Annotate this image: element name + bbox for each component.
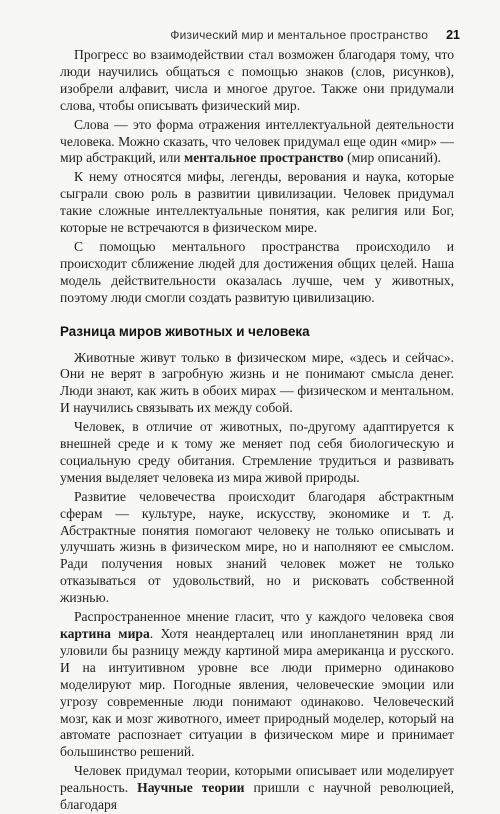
paragraph: С помощью ментального пространства происходило и происходит сближение людей для достижения общих целей. Наша модель действительности оказалась лучше, чем у животных, поэтому люди смогли создать развитую цивилизацию.: [60, 238, 454, 305]
text-run: Человек придумал теории, которыми описывает или моделирует реальность.: [60, 763, 454, 796]
bold-term: ментальное пространство: [183, 150, 344, 166]
paragraph: Человек, в отличие от животных, по-другому адаптируется к внешней среде и к тому же меняет под себя биологическую и социальную среду обитания. Стремление трудиться и развивать умения выделяет человека из мира живой природы.: [60, 419, 454, 485]
section-heading: Разница миров животных и человека: [60, 323, 310, 339]
text-run: Слова — это форма отражения интеллектуальной деятельности человека. Можно сказать, что человек придумал еще один «мир» — мир абстракций, или: [60, 116, 454, 166]
paragraph: [60, 117, 454, 168]
text-run: . Хотя неандерталец или инопланетянин вряд ли уловили бы разницу между картиной мира американца и русского. И на интуитивном уровне все люди примерно одинаково моделируют мир. Погодные явления, человеческие эмоции или угрозу современные люди понимают одинаково. Человеческий мозг, как и мозг животного, имеет природный моделер, который на автомате распознает ситуации в физическом мире и принимает большинство решений.: [60, 626, 454, 760]
paragraph: [60, 763, 454, 814]
chapter-title: Физический мир и ментальное пространство: [170, 28, 429, 42]
paragraph: Прогресс во взаимодействии стал возможен благодаря тому, что люди научились общаться с помощью знаков (слов, рисунков), изобрели алфавит, числа и многое другое. Также они придумали слова, чтобы описывать физический мир.: [60, 47, 454, 113]
text-run: (мир описаний).: [343, 150, 442, 166]
paragraph: [60, 609, 454, 761]
page-body: [60, 47, 454, 814]
paragraph: Животные живут только в физическом мире, «здесь и сейчас». Они не верят в загробную жизнь и не понимают смысла денег. Люди знают, как жить в обоих мирах — физическом и ментальном. И научились связывать их между собой.: [60, 349, 454, 416]
bold-term: Научные теории: [137, 780, 245, 796]
text-run: пришли с научной революцией, благодаря: [60, 780, 454, 813]
bold-term: картина мира: [60, 626, 150, 641]
page-number: 21: [446, 28, 460, 42]
running-header: [170, 28, 460, 42]
text-run: Распространенное мнение гласит, что у каждого человека своя: [74, 609, 454, 625]
paragraph: Развитие человечества происходит благодаря абстрактным сферам — культуре, науке, искусству, экономике и т. д. Абстрактные понятия помогают человеку не только описывать и улучшать жизнь в физическом мире, но и наполняют ее смыслом. Ради получения новых знаний человек может не только отказываться от удовольствий, но и рисковать собственной жизнью.: [60, 488, 454, 606]
paragraph: К нему относятся мифы, легенды, верования и наука, которые сыграли свою роль в развитии цивилизации. Человек придумал такие сложные интеллектуальные понятия, как религия или Бог, которые не встречаются в физическом мире.: [60, 169, 454, 236]
